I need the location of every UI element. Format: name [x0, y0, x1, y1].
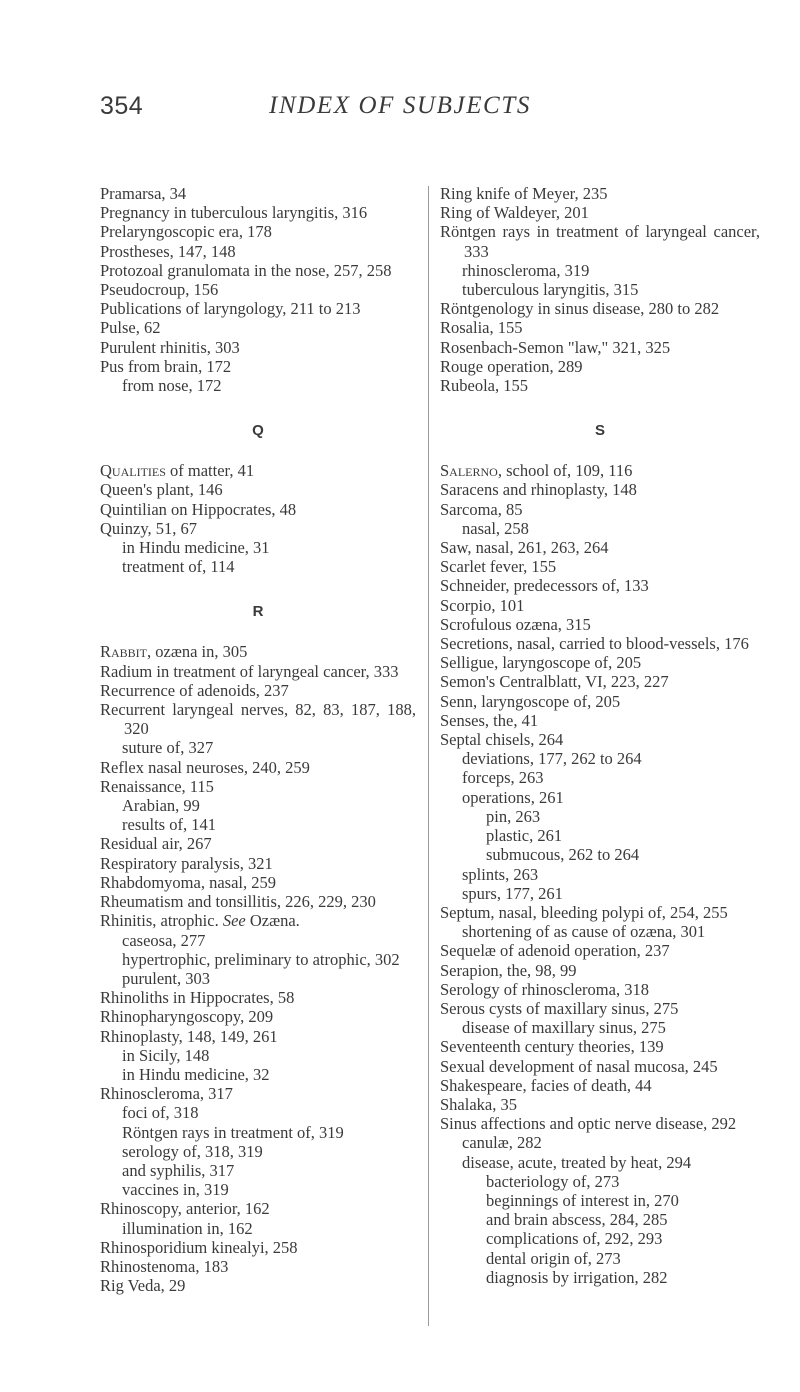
index-entry: Renaissance, 115 [100, 776, 214, 796]
index-entry: Radium in treatment of laryngeal cancer, 333 [100, 661, 399, 681]
index-entry: Pramarsa, 34 [100, 184, 187, 203]
index-entry: Scarlet fever, 155 [440, 557, 557, 577]
page-header [100, 92, 700, 132]
entry-text: , school of, 109, 116 [497, 461, 633, 481]
index-subentry: caseosa, 277 [122, 930, 206, 950]
index-entry: Quintilian on Hippocrates, 48 [100, 499, 297, 519]
index-entry: Rhabdomyoma, nasal, 259 [100, 872, 276, 892]
index-entry: Prelaryngoscopic era, 178 [100, 222, 272, 242]
index-entry: Respiratory paralysis, 321 [100, 853, 273, 873]
index-entry: Pregnancy in tuberculous laryngitis, 316 [100, 203, 368, 223]
running-head: INDEX OF SUBJECTS [269, 92, 531, 119]
index-subentry: hypertrophic, preliminary to atrophic, 302 [122, 949, 400, 969]
index-subentry: in Hindu medicine, 31 [122, 538, 270, 558]
index-subentry: in Hindu medicine, 32 [122, 1064, 270, 1084]
index-entry: Pseudocroup, 156 [100, 280, 219, 300]
entry-text: , ozæna in, 305 [147, 642, 248, 662]
section-letter-r: R [252, 603, 264, 621]
index-subentry: spurs, 177, 261 [462, 883, 563, 903]
index-subentry: operations, 261 [462, 787, 564, 807]
index-subsubentry: bacteriology of, 273 [486, 1171, 620, 1191]
index-subentry: in Sicily, 148 [122, 1045, 210, 1065]
index-entry [100, 911, 416, 930]
index-entry: Rubeola, 155 [440, 376, 528, 396]
index-entry: Pus from brain, 172 [100, 356, 232, 376]
index-entry: Sequelæ of adenoid operation, 237 [440, 941, 670, 961]
entry-text: Rhinitis, atrophic. [100, 911, 223, 931]
index-entry: Rhinosporidium kinealyi, 258 [100, 1237, 298, 1257]
index-entry: Rheumatism and tonsillitis, 226, 229, 230 [100, 892, 376, 912]
index-entry: Serapion, the, 98, 99 [440, 960, 577, 980]
index-subentry: and syphilis, 317 [122, 1160, 235, 1180]
index-subsubentry: beginnings of interest in, 270 [486, 1190, 679, 1210]
index-subentry: canulæ, 282 [462, 1133, 542, 1153]
index-subentry: results of, 141 [122, 815, 216, 835]
entry-text: of matter, 41 [165, 461, 255, 481]
index-entry: Seventeenth century theories, 139 [440, 1037, 664, 1057]
index-entry: Rouge operation, 289 [440, 356, 583, 376]
index-subsubentry: submucous, 262 to 264 [486, 845, 640, 865]
index-subsubentry: and brain abscess, 284, 285 [486, 1210, 668, 1230]
index-entry: Ring of Waldeyer, 201 [440, 203, 589, 223]
index-subentry: treatment of, 114 [122, 557, 235, 577]
index-subentry: forceps, 263 [462, 768, 544, 788]
index-entry: Rhinoscopy, anterior, 162 [100, 1199, 270, 1219]
index-entry: Reflex nasal neuroses, 240, 259 [100, 757, 310, 777]
index-entry: Rosenbach-Semon "law," 321, 325 [440, 337, 671, 357]
index-column-left [100, 184, 416, 1295]
index-subentry: foci of, 318 [122, 1103, 199, 1123]
index-entry: Publications of laryngology, 211 to 213 [100, 299, 361, 319]
index-entry: Queen's plant, 146 [100, 480, 223, 500]
index-subentry: deviations, 177, 262 to 264 [462, 749, 642, 769]
index-subentry: splints, 263 [462, 864, 539, 884]
page-number: 354 [100, 92, 144, 120]
index-entry: Rhinopharyngoscopy, 209 [100, 1007, 274, 1027]
index-entry: Septal chisels, 264 [440, 730, 564, 750]
index-subsubentry: diagnosis by irrigation, 282 [486, 1267, 668, 1287]
section-letter-s: S [594, 422, 605, 440]
index-entry: Saw, nasal, 261, 263, 264 [440, 538, 609, 558]
index-entry: Shakespeare, facies of death, 44 [440, 1075, 652, 1095]
index-subentry: shortening of as cause of ozæna, 301 [462, 922, 706, 942]
index-entry [100, 461, 416, 480]
index-subsubentry: dental origin of, 273 [486, 1248, 621, 1268]
index-entry: Senn, laryngoscope of, 205 [440, 691, 621, 711]
index-entry: Ring knife of Meyer, 235 [440, 184, 608, 203]
index-entry: Rhinoplasty, 148, 149, 261 [100, 1026, 278, 1046]
index-entry: Sarcoma, 85 [440, 499, 523, 519]
index-entry: Röntgen rays in treatment of laryngeal cancer, 333 [440, 222, 760, 261]
index-entry: Rig Veda, 29 [100, 1276, 186, 1296]
index-entry: Sexual development of nasal mucosa, 245 [440, 1056, 718, 1076]
index-subentry: serology of, 318, 319 [122, 1141, 263, 1161]
index-subentry: tuberculous laryngitis, 315 [462, 280, 639, 300]
index-entry: Rosalia, 155 [440, 318, 523, 338]
index-subentry: disease, acute, treated by heat, 294 [462, 1152, 692, 1172]
index-column-right [440, 184, 760, 1287]
index-entry: Recurrent laryngeal nerves, 82, 83, 187, 188, 320 [100, 700, 416, 739]
index-entry: Schneider, predecessors of, 133 [440, 576, 649, 596]
index-subentry: Röntgen rays in treatment of, 319 [122, 1122, 344, 1142]
index-entry: Selligue, laryngoscope of, 205 [440, 653, 642, 673]
index-entry: Scorpio, 101 [440, 595, 525, 615]
index-entry: Rhinoscleroma, 317 [100, 1084, 233, 1104]
index-entry: Semon's Centralblatt, VI, 223, 227 [440, 672, 669, 692]
index-entry: Rhinostenoma, 183 [100, 1256, 229, 1276]
index-subentry: nasal, 258 [462, 518, 529, 538]
index-subentry: suture of, 327 [122, 738, 214, 758]
index-entry: Serous cysts of maxillary sinus, 275 [440, 998, 679, 1018]
index-entry: Quinzy, 51, 67 [100, 518, 198, 538]
index-entry [440, 461, 760, 480]
index-entry: Rhinoliths in Hippocrates, 58 [100, 988, 295, 1008]
see-reference: See [222, 911, 246, 931]
entry-head-smallcaps: Salerno [440, 461, 498, 481]
index-subentry: rhinoscleroma, 319 [462, 260, 590, 280]
index-entry: Prostheses, 147, 148 [100, 241, 236, 261]
index-entry: Röntgenology in sinus disease, 280 to 282 [440, 299, 720, 319]
index-subentry: vaccines in, 319 [122, 1180, 229, 1200]
entry-text: Ozæna. [245, 911, 300, 931]
index-entry: Serology of rhinoscleroma, 318 [440, 979, 649, 999]
entry-head-smallcaps: Rabbit [100, 642, 148, 662]
index-subentry: from nose, 172 [122, 376, 222, 396]
index-subentry: Arabian, 99 [122, 796, 200, 816]
entry-head-smallcaps: Qualities [100, 461, 166, 481]
index-subentry: illumination in, 162 [122, 1218, 253, 1238]
index-entry: Protozoal granulomata in the nose, 257, 258 [100, 260, 392, 280]
index-entry [100, 642, 416, 661]
section-letter-q: Q [252, 422, 264, 440]
index-entry: Septum, nasal, bleeding polypi of, 254, 255 [440, 902, 728, 922]
index-entry: Secretions, nasal, carried to blood-vessels, 176 [440, 634, 749, 654]
index-entry: Scrofulous ozæna, 315 [440, 614, 591, 634]
index-entry: Purulent rhinitis, 303 [100, 337, 240, 357]
index-entry: Residual air, 267 [100, 834, 212, 854]
index-entry: Pulse, 62 [100, 318, 161, 338]
index-subentry: disease of maxillary sinus, 275 [462, 1018, 666, 1038]
index-entry: Saracens and rhinoplasty, 148 [440, 480, 637, 500]
index-subsubentry: complications of, 292, 293 [486, 1229, 663, 1249]
column-divider [428, 186, 429, 1326]
index-subsubentry: pin, 263 [486, 806, 541, 826]
index-entry: Senses, the, 41 [440, 710, 539, 730]
index-subentry: purulent, 303 [122, 968, 210, 988]
index-entry: Shalaka, 35 [440, 1094, 517, 1114]
index-entry: Recurrence of adenoids, 237 [100, 680, 289, 700]
index-entry: Sinus affections and optic nerve disease, 292 [440, 1114, 737, 1134]
index-subsubentry: plastic, 261 [486, 826, 563, 846]
